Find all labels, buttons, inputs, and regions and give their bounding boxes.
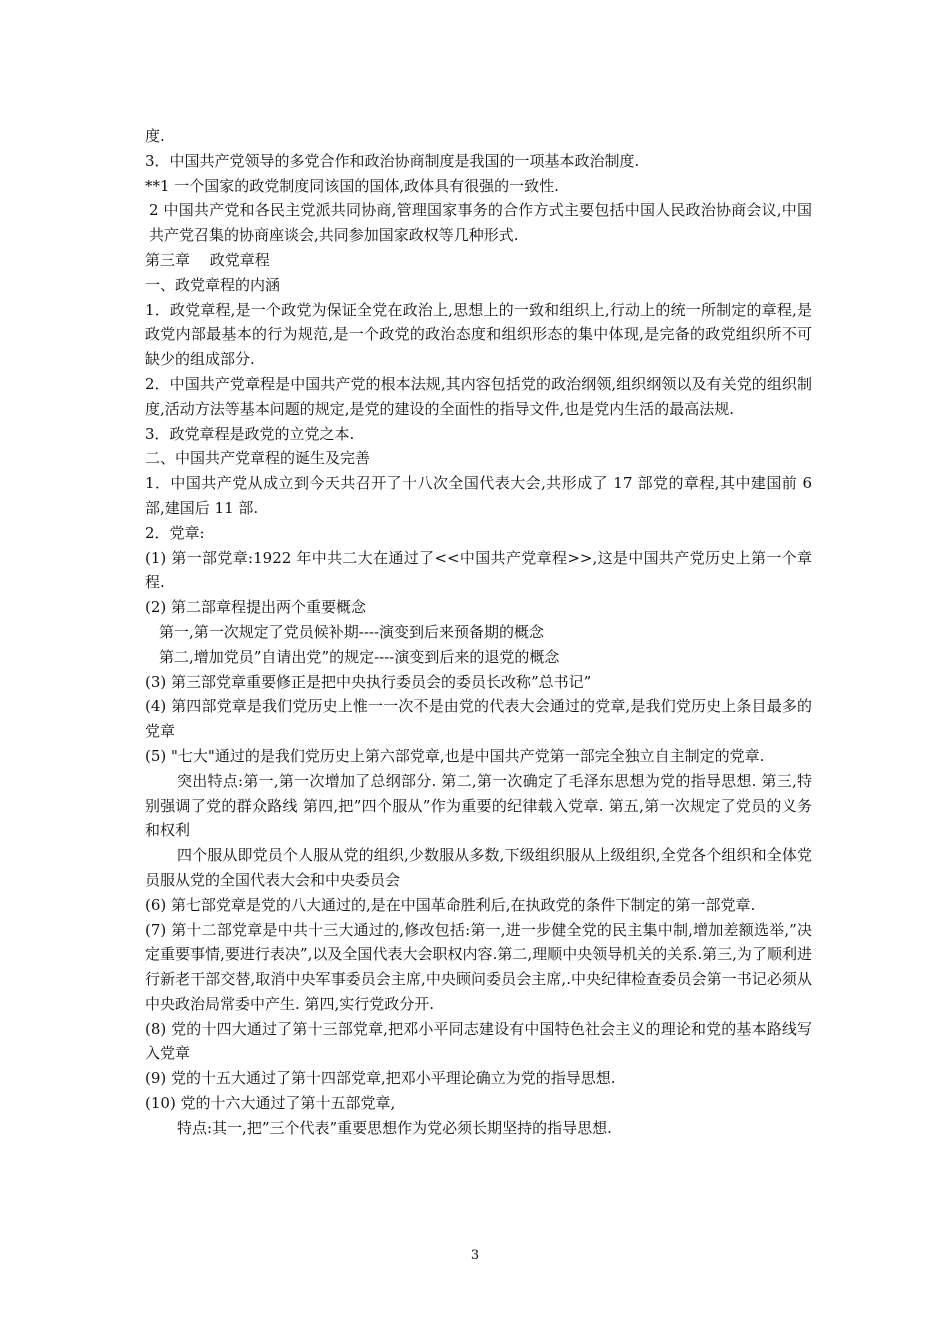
paragraph: 1．中国共产党从成立到今天共召开了十八次全国代表大会,共形成了 17 部党的章程,其中建国前 6 部,建国后 11 部. [145, 474, 812, 517]
list-item: (2) 第二部章程提出两个重要概念 [145, 598, 367, 617]
paragraph: 1．政党章程,是一个政党为保证全党在政治上,思想上的一致和组织上,行动上的统一所制定的章程,是政党内部最基本的行为规范,是一个政党的政治态度和组织形态的集中体现,是完备的政党组织所不可缺少的组成部分. [145, 300, 812, 369]
paragraph: 第二,增加党员”自请出党”的规定----演变到后来的退党的概念 [159, 647, 560, 666]
list-item: (1) 第一部党章:1922 年中共二大在通过了<<中国共产党章程>>,这是中国共产党历史上第一个章程. [145, 548, 812, 592]
paragraph: 第一,第一次规定了党员候补期----演变到后来预备期的概念 [159, 622, 545, 641]
section-heading: 二、中国共产党章程的诞生及完善 [145, 449, 371, 468]
paragraph: 突出特点:第一,第一次增加了总纲部分. 第二,第一次确定了毛泽东思想为党的指导思想. 第三,特别强调了党的群众路线 第四,把”四个服从”作为重要的纪律载入党章. 第五,第一次规定了党员的义务和权利 [145, 771, 812, 840]
paragraph: 特点:其一,把”三个代表”重要思想作为党必须长期坚持的指导思想. [177, 1118, 612, 1137]
paragraph: 度. [145, 127, 165, 145]
list-item: (8) 党的十四大通过了第十三部党章,把邓小平同志建设有中国特色社会主义的理论和党的基本路线写入党章 [145, 1019, 812, 1063]
list-item: (7) 第十二部党章是中共十三大通过的,修改包括:第一,进一步健全党的民主集中制,增加差额选举,”决定重要事情,要进行表决”,以及全国代表大会职权内容.第二,理顺中央领导机关的关系.第三,为了顺利进行新老干部交替,取消中央军事委员会主席,中央顾问委员会主席,.中央纪律检查委员会第一书记必须从中央政治局常委中产生. 第四,实行党政分开. [145, 920, 812, 1013]
page-number: 3 [470, 1248, 480, 1263]
section-heading: 一、政党章程的内涵 [145, 275, 281, 294]
list-item: (3) 第三部党章重要修正是把中央执行委员会的委员长改称”总书记” [145, 672, 592, 691]
paragraph: 2．中国共产党章程是中国共产党的根本法规,其内容包括党的政治纲领,组织纲领以及有关党的组织制度,活动方法等基本问题的规定,是党的建设的全面性的指导文件,也是党内生活的最高法规. [145, 374, 812, 418]
list-item: (5) "七大"通过的是我们党历史上第六部党章,也是中国共产党第一部完全独立自主制定的党章. [145, 746, 765, 765]
list-item: (6) 第七部党章是党的八大通过的,是在中国革命胜利后,在执政党的条件下制定的第一部党章. [145, 895, 756, 914]
paragraph: 2．党章: [145, 523, 205, 542]
paragraph: 3．中国共产党领导的多党合作和政治协商制度是我国的一项基本政治制度. [145, 151, 640, 170]
list-item: (10) 党的十六大通过了第十五部党章, [145, 1094, 396, 1113]
list-item: (4) 第四部党章是我们党历史上惟一一次不是由党的代表大会通过的党章,是我们党历史上条目最多的党章 [145, 697, 812, 741]
document-body [145, 124, 812, 1141]
paragraph: 3．政党章程是政党的立党之本. [145, 424, 355, 443]
chapter-heading: 第三章 政党章程 [145, 250, 270, 269]
paragraph: 2 中国共产党和各民主党派共同协商,管理国家事务的合作方式主要包括中国人民政治协商会议,中国共产党召集的协商座谈会,共同参加国家政权等几种形式. [149, 201, 812, 245]
list-item: (9) 党的十五大通过了第十四部党章,把邓小平理论确立为党的指导思想. [145, 1069, 616, 1088]
paragraph: **1 一个国家的政党制度同该国的国体,政体具有很强的一致性. [145, 176, 559, 195]
paragraph: 四个服从即党员个人服从党的组织,少数服从多数,下级组织服从上级组织,全党各个组织和全体党员服从党的全国代表大会和中央委员会 [145, 846, 812, 889]
